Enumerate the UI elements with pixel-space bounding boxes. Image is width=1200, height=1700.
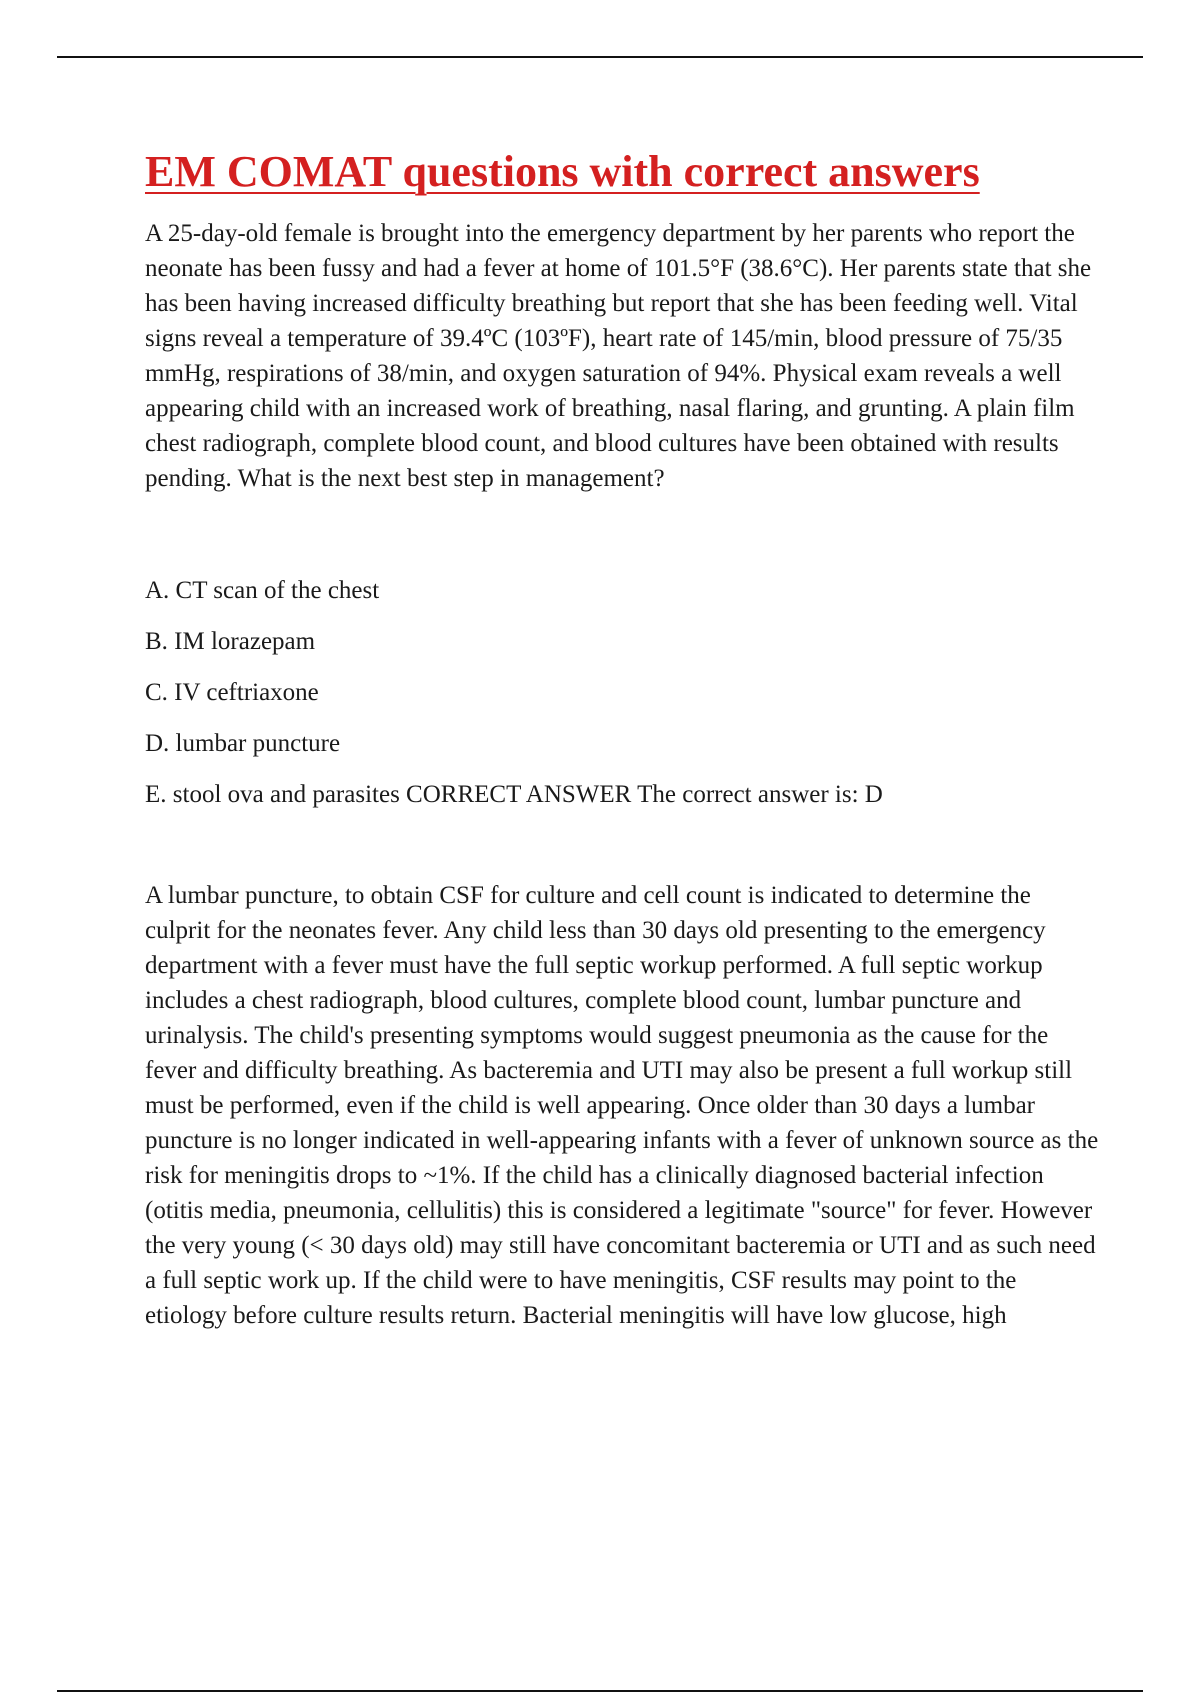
explanation-text: A lumbar puncture, to obtain CSF for culture and cell count is indicated to determine the culprit for the neonates fever. Any child less than 30 days old presenting to the emergency department with a fever must have the full septic workup performed. A full septic workup includes a chest radiograph, blood cultures, complete blood count, lumbar puncture and urinalysis. The child's presenting symptoms would suggest pneumonia as the cause for the fever and difficulty breathing. As bacteremia and UTI may also be present a full workup still must be performed, even if the child is well appearing. Once older than 30 days a lumbar puncture is no longer indicated in well-appearing infants with a fever of unknown source as the risk for meningitis drops to ~1%. If the child has a clinically diagnosed bacterial infection (otitis media, pneumonia, cellulitis) this is considered a legitimate "source" for fever. However the very young (< 30 days old) may still have concomitant bacteremia or UTI and as such need a full septic work up. If the child were to have meningitis, CSF results may point to the etiology before culture results return. Bacterial meningitis will have low glucose, high bbox=[145, 882, 1099, 1329]
question-text: A 25-day-old female is brought into the emergency department by her parents who report the neonate has been fussy and had a fever at home of 101.5°F (38.6°C). Her parents state that she has been having increased difficulty breathing but report that she has been feeding well. Vital signs reveal a temperature of 39.4ºC (103ºF), heart rate of 145/min, blood pressure of 75/35 mmHg, respirations of 38/min, and oxygen saturation of 94%. Physical exam reveals a well appearing child with an increased work of breathing, nasal flaring, and grunting. A plain film chest radiograph, complete blood count, and blood cultures have been obtained with results pending. What is the next best step in management? bbox=[145, 220, 1092, 492]
answer-options bbox=[145, 573, 1100, 812]
option-d: D. lumbar puncture bbox=[145, 730, 341, 757]
document-body bbox=[145, 146, 1100, 1333]
document-title: EM COMAT questions with correct answers bbox=[145, 147, 980, 196]
footer-rule bbox=[57, 1690, 1143, 1692]
option-e-with-answer: E. stool ova and parasites CORRECT ANSWER The correct answer is: D bbox=[145, 781, 883, 808]
option-c: C. IV ceftriaxone bbox=[145, 679, 319, 706]
option-b: B. IM lorazepam bbox=[145, 628, 316, 655]
option-a: A. CT scan of the chest bbox=[145, 577, 380, 604]
header-rule bbox=[57, 56, 1143, 58]
